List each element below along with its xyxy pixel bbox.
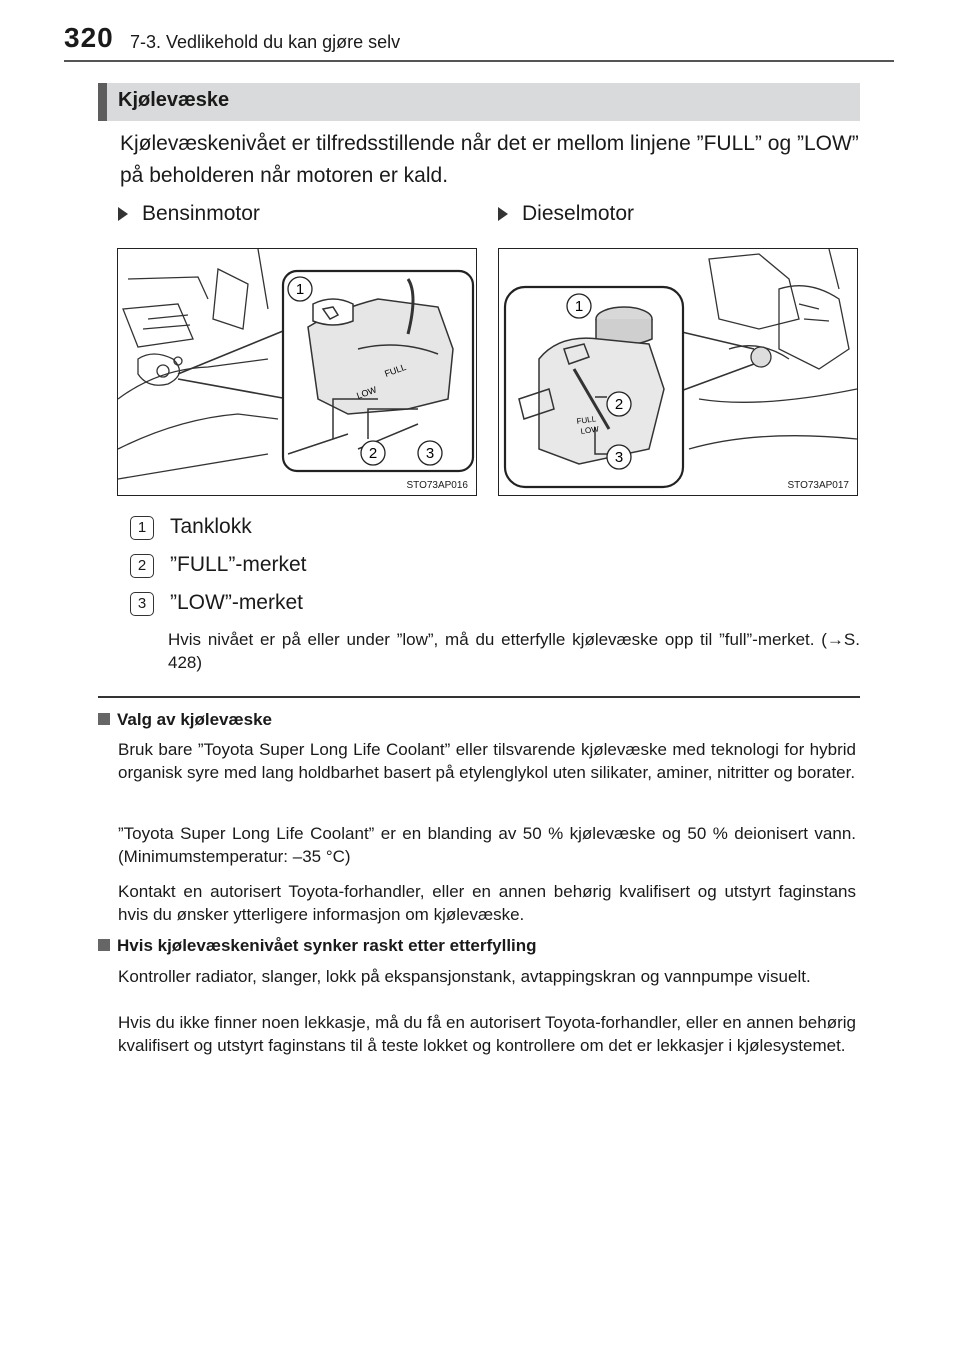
chapter-title: 7-3. Vedlikehold du kan gjøre selv [130, 32, 401, 52]
paragraph: Bruk bare ”Toyota Super Long Life Coolant” eller tilsvarende kjølevæske med teknologi for hybrid organisk syre med lang holdbarhet basert på etylenglykol uten silikater, aminer, nitritter og borater. [118, 740, 856, 782]
level-note: Hvis nivået er på eller under ”low”, må du etterfylle kjølevæske opp til ”full”-merket. (→S. 428) [168, 630, 860, 672]
callout-1: 1 [574, 298, 584, 315]
paragraph: ”Toyota Super Long Life Coolant” er en blanding av 50 % kjølevæske og 50 % deionisert vann. (Minimumstemperatur: –35 °C) [118, 824, 856, 866]
paragraph: Kontroller radiator, slanger, lokk på ekspansjonstank, avtappingskran og vannpumpe visuelt. [118, 967, 811, 986]
low-mark-label: LOW [580, 424, 600, 436]
header-rule [64, 60, 894, 62]
callout-1: 1 [295, 281, 305, 298]
legend-text: ”LOW”-merket [170, 591, 303, 614]
paragraph: Hvis du ikke finner noen lekkasje, må du få en autorisert Toyota-forhandler, eller en annen behørig kvalifisert og utstyrt faginstans til å teste lokket og kontrollere om det er lekkasjer i kjølesystemet. [118, 1013, 856, 1055]
subsection-heading [98, 936, 537, 956]
diesel-engine-illustration [499, 249, 857, 495]
petrol-engine-illustration [118, 249, 476, 495]
callout-2: 2 [614, 396, 624, 413]
legend-number: 2 [130, 554, 154, 578]
section-divider [98, 696, 860, 698]
figure-code: STO73AP017 [787, 480, 849, 491]
subsection-heading-text: Hvis kjølevæskenivået synker raskt etter etterfylling [117, 936, 537, 955]
subsection-heading [98, 710, 272, 730]
legend-number: 3 [130, 592, 154, 616]
petrol-engine-figure [117, 248, 477, 496]
triangle-bullet-icon [498, 207, 508, 221]
triangle-bullet-icon [118, 207, 128, 221]
square-bullet-icon [98, 939, 110, 951]
legend-number: 1 [130, 516, 154, 540]
legend-text: Tanklokk [170, 515, 252, 538]
section-bar-marker [98, 83, 107, 121]
callout-3: 3 [425, 445, 435, 462]
paragraph: Kontakt en autorisert Toyota-forhandler, eller en annen behørig kvalifisert og utstyrt faginstans hvis du ønsker ytterligere informasjon om kjølevæske. [118, 882, 856, 924]
variant-diesel-label: Dieselmotor [522, 202, 635, 225]
callout-3: 3 [614, 449, 624, 466]
square-bullet-icon [98, 713, 110, 725]
variant-diesel [498, 202, 634, 226]
low-mark-label: LOW [355, 384, 378, 401]
legend-text: ”FULL”-merket [170, 553, 307, 576]
figure-code: STO73AP016 [406, 480, 468, 491]
full-mark-label: FULL [383, 361, 408, 379]
subsection-heading-text: Valg av kjølevæske [117, 710, 272, 729]
full-mark-label: FULL [576, 414, 597, 426]
section-title-bar [98, 83, 860, 121]
callout-2: 2 [368, 445, 378, 462]
section-intro: Kjølevæskenivået er tilfredsstillende når det er mellom linjene ”FULL” og ”LOW” på beholderen når motoren er kald. [120, 132, 859, 187]
page-header [64, 20, 894, 66]
page-number: 320 [64, 22, 114, 53]
variant-petrol-label: Bensinmotor [142, 202, 260, 225]
section-title: Kjølevæske [118, 89, 230, 111]
diesel-engine-figure [498, 248, 858, 496]
variant-petrol [118, 202, 260, 226]
